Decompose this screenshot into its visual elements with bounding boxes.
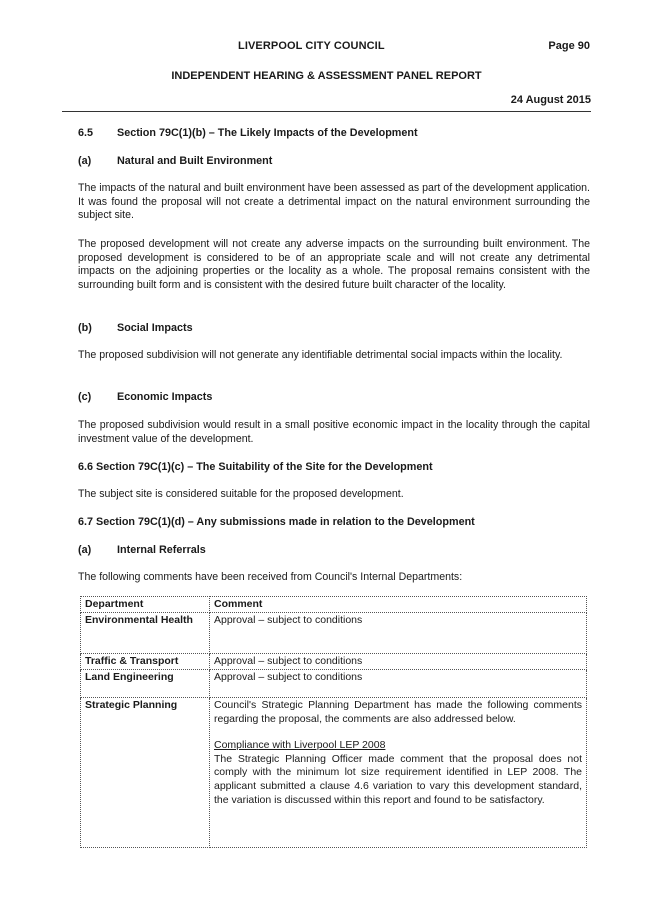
comment-cell: Approval – subject to conditions: [210, 670, 587, 698]
column-header-department: Department: [81, 597, 210, 613]
column-header-comment: Comment: [210, 597, 587, 613]
comment-text: Council's Strategic Planning Department has made the following comments regarding the proposal, the comments are also addressed below.: [214, 699, 582, 726]
table-row: [81, 653, 587, 670]
table-row: [81, 670, 587, 698]
subsection-number: (b): [78, 322, 92, 334]
paragraph: The proposed development will not create any adverse impacts on the surrounding built environment. The proposed development is considered to be of an appropriate scale and will not create any detrimental impacts on the adjoining properties or the locality as a whole. The proposal remains consistent with the surrounding built form and is consistent with the desired future built character of the locality.: [78, 238, 590, 292]
department-cell: Traffic & Transport: [81, 653, 210, 670]
comment-cell: Approval – subject to conditions: [210, 612, 587, 653]
paragraph: The following comments have been received from Council's Internal Departments:: [78, 571, 463, 583]
department-cell: Environmental Health: [81, 612, 210, 653]
subsection-title: Internal Referrals: [117, 544, 206, 556]
subsection-title: Natural and Built Environment: [117, 155, 273, 167]
paragraph: The impacts of the natural and built environment have been assessed as part of the development application. It was found the proposal will not create a detrimental impact on the natural environment surrounding the subject site.: [78, 182, 590, 222]
table-row: [81, 698, 587, 848]
page-number: Page 90: [548, 40, 590, 52]
section-6-6-heading: [78, 461, 433, 473]
internal-referrals-table: [80, 596, 587, 848]
header-divider: [62, 111, 591, 112]
subsection-number: (c): [78, 391, 92, 403]
comment-subheading: Compliance with Liverpool LEP 2008: [214, 738, 386, 751]
paragraph: The proposed subdivision will not generate any identifiable detrimental social impacts within the locality.: [78, 349, 563, 361]
report-title: INDEPENDENT HEARING & ASSESSMENT PANEL REPORT: [171, 70, 482, 82]
section-title: 6.6 Section 79C(1)(c) – The Suitability of the Site for the Development: [78, 461, 433, 473]
subsection-number: (a): [78, 544, 92, 556]
section-number: 6.5: [78, 127, 94, 139]
report-date: 24 August 2015: [510, 94, 591, 106]
comment-cell: Approval – subject to conditions: [210, 653, 587, 670]
paragraph: The subject site is considered suitable for the proposed development.: [78, 488, 404, 500]
section-6-7-heading: [78, 516, 475, 528]
table-row: [81, 612, 587, 653]
department-cell: Strategic Planning: [81, 698, 210, 848]
subsection-title: Economic Impacts: [117, 391, 213, 403]
comment-text: The Strategic Planning Officer made comment that the proposal does not comply with the minimum lot size requirement identified in LEP 2008. The applicant submitted a clause 4.6 variation to vary this development standard, the variation is discussed within this report and found to be satisfactory.: [214, 752, 582, 806]
comment-cell: [210, 698, 587, 848]
table-header-row: [81, 597, 587, 613]
paragraph: The proposed subdivision would result in a small positive economic impact in the locality through the capital investment value of the development.: [78, 419, 590, 445]
section-title: Section 79C(1)(b) – The Likely Impacts of the Development: [117, 127, 418, 139]
council-name: LIVERPOOL CITY COUNCIL: [238, 40, 385, 52]
subsection-number: (a): [78, 155, 92, 167]
department-cell: Land Engineering: [81, 670, 210, 698]
section-title: 6.7 Section 79C(1)(d) – Any submissions made in relation to the Development: [78, 516, 475, 528]
subsection-title: Social Impacts: [117, 322, 193, 334]
